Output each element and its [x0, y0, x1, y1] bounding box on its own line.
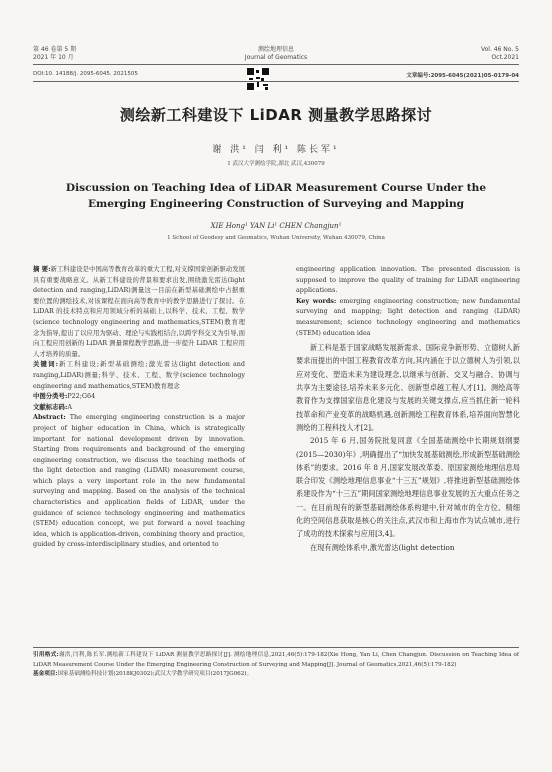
abstract-zh-label: 摘 要: [33, 265, 51, 273]
clc-value: P22;G64 [67, 392, 96, 401]
left-column [33, 264, 245, 550]
issue-date: 2021 年 10 月 [33, 54, 74, 61]
document-code [33, 402, 245, 413]
abstract-en-continued: engineering application innovation. The presented discussion is supposed to improve the quality of training for LiDAR engineering applications. [296, 265, 520, 295]
journal-name [0, 46, 552, 62]
title-zh: 测绘新工科建设下 LiDAR 测量教学思路探讨 [119, 106, 433, 124]
fund-text: 国家基础测绘科技计划(2018KJ0302);武汉大学教学研究项目(2017JG062)。 [57, 671, 253, 678]
document-code-value: A [67, 402, 72, 411]
abstract-zh-text: 新工科建设是中国高等教育改革的重大工程,对支撑国家创新驱动发展具有重要战略意义。从新工科建设的背景和要求出发,围绕激光雷达(light detection and ranging,LiDAR)测量这一目前在新型基础测绘中占据重要位置的测绘技术,对该课程在面向高等教育中的教学思路进行了探讨。在 LiDAR 的技术特点和应用领域分析的基础上,以科学、技术、工程、数学(science technology engineering and mathematics,STEM)教育理念为指导,提出了以应用为驱动、理论与实践相结合,以跨学科交叉为引导,面向工程应用创新的 LiDAR 测量课程教学思路,进一步提升 LiDAR 工程应用人才培养的质量。 [33, 265, 245, 358]
keywords-en-label: Key words: [296, 296, 337, 305]
volume-issue: 第 46 卷第 5 期 [33, 46, 77, 53]
body-paragraph: 新工科是基于国家战略发展新需求、国际竞争新形势、立德树人新要求而提出的中国工程教育改革方向,其内涵在于以立德树人为引领,以应对变化、塑造未来为建设理念,以继承与创新、交叉与融合、协调与共享为主要途径,培养未来多元化、创新型卓越工程人才[1]。测绘高等教育作为支撑国家信息化建设与发展的关键支撑点,应当抓住新一轮科技革命和产业变革的战略机遇,创新测绘工程教育体系,培养面向智慧化测绘的工程科技人才[2]。 [296, 343, 520, 432]
affiliation-zh: 1 武汉大学测绘学院,湖北 武汉,430079 [227, 161, 325, 167]
body-paragraph: 在现有测绘体系中,激光雷达(light detection [310, 542, 455, 552]
article-number: 文章编号:2095-6045(2021)05-0179-04 [406, 73, 519, 79]
issue-date-en: Oct.2021 [491, 54, 519, 61]
citation-text: 谢洪,闫利,陈长军.测绘新工科建设下 LiDAR 测量教学思路探讨[J]. 测绘地理信息,2021,46(5):179-182(Xie Hong, Yan Li, Chen Changjun. Discussion on Teaching Idea of LiDAR Measurement Course Under the Emerging Engineering Construction of Surveying and Mapping[J]. Journal of Geomatics,2021,46(5):179-182) [33, 652, 519, 668]
right-column [296, 264, 520, 554]
title-en: Discussion on Teaching Idea of LiDAR Measurement Course Under the Emerging Engineering Construction of Surveying and Mapping [65, 182, 487, 210]
doi: DOI:10. 14188/j. 2095-6045. 2021505 [33, 71, 138, 77]
keywords-zh-label: 关键词: [33, 360, 58, 369]
keywords-en [296, 296, 520, 338]
abstract-en-text: The emerging engineering construction is a major project of higher education in China, which is strategically important for national development driven by innovation. Starting from requirements and background of the emerging engineering construction, we discuss the teaching methods of the light detection and ranging (LiDAR) measurement course, which plays a very important role in the new fundamental surveying and mapping. Based on the analysis of the technical characteristics and application fields of LiDAR, under the guidance of science technology engineering and mathematics (STEM) education concept, we put forward a novel teaching idea, which is application-driven, combining theory and practice, guided by cross-interdisciplinary studies, and oriented to [33, 413, 245, 549]
journal-volume-info-en [481, 46, 519, 62]
citation-label: 引用格式: [33, 652, 59, 658]
header-rule [33, 64, 519, 65]
body-paragraph: 2015 年 6 月,国务院批复同意《全国基础测绘中长期规划纲要(2015—2030)年》,明确提出了“加快发展基础测绘,形成新型基础测绘体系”的要求。2016 年 8 月,国家发展改革委、原国家测绘地理信息局联合印发《测绘地理信息事业“十三五”规划》,将推进新型基础测绘体系建设作为“十三五”期间国家测绘地理信息事业发展的五大重点任务之一。在目前现有的新型基础测绘体系构建中,针对城市的全方位、精细化的空间信息获取是核心的关注点,武汉市和上海市作为试点城市,进行了成功的技术探索与应用[3,4]。 [296, 436, 520, 539]
doi-rule [33, 81, 519, 82]
keywords-en-text: emerging engineering construction; new fundamental surveying and mapping; light detection and ranging (LiDAR) measurement; science technology engineering and mathematics (STEM) education idea [296, 296, 520, 337]
document-code-label: 文献标志码: [33, 402, 68, 411]
abstract-en-label: Abstract: [33, 413, 66, 422]
journal-name-en: Journal of Geomatics [244, 54, 308, 61]
abstract-zh [33, 264, 245, 359]
volume-issue-en: Vol. 46 No. 5 [480, 46, 519, 53]
fund-info [33, 670, 519, 680]
footer-notes [33, 651, 519, 680]
authors-zh: 谢 洪¹ 闫 利¹ 陈长军¹ [212, 145, 340, 155]
authors-en: XIE Hong¹ YAN Li¹ CHEN Changjun¹ [210, 222, 342, 230]
citation [33, 651, 519, 670]
qr-code-icon [246, 67, 270, 91]
keywords-zh-text: 新工科建设;新型基础测绘;激光雷达(light detection and ranging,LiDAR)测量;科学、技术、工程、数学(science technology engineering and mathematics,STEM)教育理念 [33, 360, 246, 390]
clc-label: 中图分类号: [33, 392, 68, 401]
clc-number [33, 391, 245, 402]
keywords-zh [33, 359, 245, 391]
fund-label: 基金项目: [33, 671, 58, 678]
journal-name-zh: 测绘地理信息 [257, 46, 294, 53]
affiliation-en: 1 School of Geodesy and Geomatics, Wuhan University, Wuhan 430079, China [167, 235, 385, 241]
footer-rule [33, 647, 519, 648]
abstract-en [33, 412, 245, 550]
